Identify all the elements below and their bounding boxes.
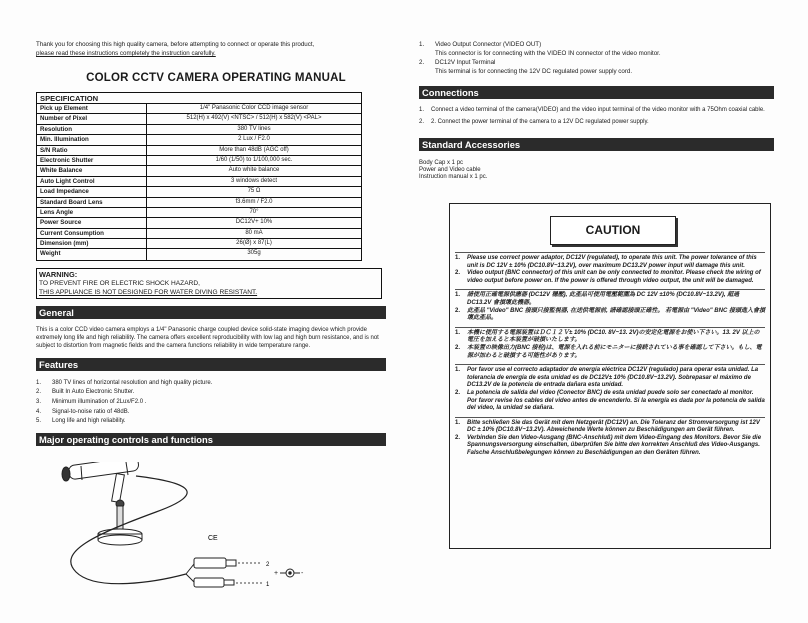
spec-key: Resolution	[37, 125, 147, 134]
spec-value: 1/4" Panasonic Color CCD image sensor	[199, 105, 309, 111]
caution-language-group	[455, 289, 765, 326]
spec-value: 1/60 (1/50) to 1/100,000 sec.	[215, 156, 293, 163]
intro-line-2: please read these instructions completely the instruction carefully.	[36, 50, 216, 57]
spec-row	[37, 156, 361, 166]
feature-number: 3.	[36, 399, 42, 406]
connections-list	[419, 106, 775, 127]
spec-value: 512(H) x 492(V) <NTSC> / 512(H) x 582(V) <PAL>	[186, 115, 322, 122]
feature-item	[36, 417, 396, 427]
caution-text: Please use correct power adaptor, DC12V (regulated), to operate this unit. The power tolerance of this unit is DC 12V ± 10% (DC10.8V~13.2V), over maximum DC13.2V power input will damage this unit.	[467, 255, 757, 269]
caution-item	[455, 330, 765, 345]
general-heading: General	[36, 306, 386, 319]
caution-number: 1.	[455, 329, 461, 336]
svg-text:+: +	[274, 570, 279, 577]
spec-row	[37, 218, 361, 228]
output-terminals-list	[419, 40, 775, 76]
spec-row	[37, 208, 361, 218]
intro-text	[36, 40, 396, 58]
power-connector	[186, 574, 234, 587]
caution-text: Verbinden Sie den Video-Ausgang (BNC-Anschluß) mit dem Video-Eingang des Monitors. Bevor Sie die Spannungsversorgung einschalten, überprüfen Sie bitte den korrekten Anschluß des Video-Ausgangs. Falsche Anschlußbelegungen können zu Beschädigungen an den Geräten führen.	[467, 434, 762, 457]
caution-body	[455, 252, 765, 462]
caution-language-group	[455, 252, 765, 289]
output-description: This terminal is for connecting the 12V DC regulated power supply cord.	[435, 68, 633, 75]
caution-item	[455, 292, 765, 307]
spec-key: Min. Illumination	[37, 135, 147, 144]
spec-row	[37, 104, 361, 114]
caution-item	[455, 420, 765, 435]
video-connector	[186, 558, 236, 574]
output-description: This connector is for connecting with the VIDEO IN connector of the video monitor.	[435, 50, 661, 57]
camera-mount	[98, 474, 142, 545]
spec-row	[37, 177, 361, 187]
spec-value: 3 windows detect	[230, 177, 278, 184]
spec-key: S/N Ratio	[37, 146, 147, 155]
caution-item	[455, 308, 765, 323]
accessories-heading: Standard Accessories	[419, 138, 774, 151]
camera-body	[62, 462, 139, 481]
spec-value: 2 Lux / F2.0	[238, 136, 270, 143]
accessory-item: Instruction manual x 1 pc.	[419, 174, 488, 180]
caution-text: 此產品 "Video" BNC 接頭只接監視器, 在送供電源前, 請確認接頭正確性。 若電源由 "Video" BNC 接頭進入會損壞此產品。	[467, 307, 765, 322]
spec-row	[37, 166, 361, 176]
feature-text: Signal-to-noise ratio of 48dB.	[52, 408, 130, 415]
connection-number: 2.	[419, 118, 425, 125]
ce-mark: CE	[208, 535, 218, 542]
spec-value: f3.6mm / F2.0	[235, 198, 273, 205]
caution-item	[455, 435, 765, 458]
spec-value: More than 48dB (AGC off)	[219, 146, 289, 153]
caution-number: 2.	[455, 344, 461, 351]
spec-key: Load Impedance	[37, 187, 147, 196]
specification-table	[36, 92, 362, 261]
spec-key: Lens Angle	[37, 208, 147, 217]
feature-text: Long life and high reliability.	[52, 418, 126, 425]
output-number: 2.	[419, 59, 425, 66]
caution-number: 2.	[455, 270, 461, 277]
feature-item	[36, 379, 396, 389]
specification-rows	[37, 104, 361, 260]
camera-diagram	[36, 462, 396, 602]
feature-number: 4.	[36, 408, 42, 415]
caution-box	[449, 203, 771, 549]
caution-text: La potencia de salida del video (Conector BNC) de esta unidad puede solo ser conectado al monitor. Por favor revise los cables del video antes de encenderlo. Si la energía es dada por la potencia de salida del video, la unidad se dañara.	[467, 389, 765, 412]
spec-key: Standard Board Lens	[37, 198, 147, 207]
output-title: DC12V Input Terminal	[435, 59, 496, 66]
spec-value: Auto white balance	[228, 167, 280, 174]
spec-row	[37, 198, 361, 208]
spec-row	[37, 125, 361, 135]
feature-number: 5.	[36, 418, 42, 425]
connection-item	[419, 118, 775, 127]
feature-text: Minimum illumination of 2Lux/F2.0 .	[52, 399, 147, 406]
spec-row	[37, 239, 361, 249]
caution-item	[455, 367, 765, 390]
spec-key: Auto Light Control	[37, 177, 147, 186]
feature-item	[36, 398, 396, 408]
output-title: Video Output Connector (VIDEO OUT)	[435, 41, 542, 48]
features-list	[36, 379, 396, 427]
connections-heading: Connections	[419, 86, 774, 99]
spec-key: Power Source	[37, 218, 147, 227]
manual-title: COLOR CCTV CAMERA OPERATING MANUAL	[86, 72, 346, 84]
spec-value: 70°	[249, 208, 259, 215]
connection-item	[419, 106, 775, 115]
spec-value: 80 mA	[245, 229, 263, 236]
caution-title: CAUTION	[550, 216, 676, 245]
caution-item	[455, 255, 765, 270]
caution-text: 本機に使用する電源装置はＤＣ１２Ｖ± 10% (DC10. 8V~13. 2V)の安定化電源をお使い下さい。13. 2V 以上の電圧を加えると本装置が破損いたします。	[467, 329, 760, 344]
warning-box	[36, 268, 382, 299]
caution-language-group	[455, 417, 765, 462]
caution-number: 2.	[455, 389, 461, 396]
spec-key: Weight	[37, 249, 147, 259]
caution-text: 本装置の映像出力(BNC 接栓)は、電源を入れる前にモニターに接続されている事を確認して下さい。もし、電源が加わると破損する可能性があります。	[467, 344, 762, 359]
spec-row	[37, 187, 361, 197]
caution-number: 2.	[455, 434, 461, 441]
caution-text: Video output (BNC connector) of this unit can be only connected to monitor. Please check the wiring of video output before power on. If the power is offered through video output, the unit will be damaged.	[467, 270, 761, 284]
feature-text: Built In Auto Electronic Shutter.	[52, 389, 135, 396]
spec-key: Current Consumption	[37, 229, 147, 238]
callout-1: 1	[266, 582, 270, 588]
svg-text:-: -	[301, 570, 304, 577]
connection-number: 1.	[419, 107, 425, 113]
feature-text: 380 TV lines of horizontal resolution and high quality picture.	[52, 379, 213, 386]
caution-item	[455, 345, 765, 360]
caution-text: Bitte schließen Sie das Gerät mit dem Netzgerät (DC12V) an. Die Toleranz der Stromversorgung ist 12V DC ± 10% (DC10.8V~13.2V). Abweichende Werte können zu Beschädigungen am Gerät führen.	[467, 419, 760, 434]
caution-number: 1.	[455, 367, 461, 374]
spec-value: 75 Ω	[247, 188, 261, 195]
spec-key: Pick up Element	[37, 104, 147, 113]
intro-line-1: Thank you for choosing this high quality camera, before attempting to connect or operate this product,	[36, 41, 315, 48]
spec-row	[37, 146, 361, 156]
spec-key: White Balance	[37, 166, 147, 175]
spec-value: 380 TV lines	[237, 125, 271, 132]
spec-row	[37, 229, 361, 239]
spec-row	[37, 249, 361, 259]
warning-line-2: THIS APPLIANCE IS NOT DESIGNED FOR WATER DIVING RESISTANT.	[39, 288, 258, 296]
feature-number: 1.	[36, 379, 42, 386]
right-column	[419, 40, 775, 181]
callout-2: 2	[266, 562, 270, 568]
spec-value: 26(Ø) x 87(L)	[236, 240, 272, 247]
camera-illustration	[36, 462, 396, 602]
caution-language-group	[455, 364, 765, 417]
spec-value: DC12V+ 10%	[235, 219, 273, 226]
dc-polarity-icon	[274, 569, 304, 577]
spec-row	[37, 114, 361, 124]
warning-line-1: TO PREVENT FIRE OR ELECTRIC SHOCK HAZARD,	[39, 279, 200, 287]
feature-item	[36, 388, 396, 398]
caution-language-group	[455, 327, 765, 364]
feature-item	[36, 408, 396, 418]
connection-text: Connect a video terminal of the camera(VIDEO) and the video input terminal of the video monitor with a 75Ohm coaxial cable.	[431, 107, 765, 113]
left-column	[36, 40, 396, 446]
caution-number: 1.	[455, 255, 461, 261]
connection-text: 2. Connect the power terminal of the camera to a 12V DC regulated power supply.	[431, 118, 649, 125]
output-item	[419, 58, 775, 67]
caution-item	[455, 270, 765, 285]
caution-text: 請使用正確電源供應器 (DC12V 穩壓), 此產品可使用電壓範圍為 DC 12V ±10% (DC10.8V~13.2V), 超過 DC13.2V 會損壞此機器。	[467, 292, 740, 306]
output-number: 1.	[419, 41, 425, 48]
controls-heading: Major operating controls and functions	[36, 433, 386, 446]
spec-key: Number of Pixel	[37, 114, 147, 123]
feature-number: 2.	[36, 389, 42, 396]
accessory-item: Body Cap x 1 pc	[419, 159, 464, 166]
spec-value: 305g	[247, 250, 261, 257]
caution-number: 2.	[455, 307, 461, 314]
accessory-item: Power and Video cable	[419, 166, 481, 173]
spec-key: Electronic Shutter	[37, 156, 147, 165]
accessories-list	[419, 160, 775, 182]
spec-key: Dimension (mm)	[37, 239, 147, 248]
caution-number: 1.	[455, 292, 461, 299]
caution-number: 1.	[455, 419, 461, 426]
spec-row	[37, 135, 361, 145]
output-item	[419, 40, 775, 49]
caution-text: Por favor use el correcto adaptador de energía eléctrica DC12V (regulado) para operar esta unidad. La tolerancia de energía de esta unidad es de DC12V± 10% (DC10.8V~13.2V). Sobrepasar el máximo de DC13.2V de la potencia de entrada dañara esta unidad.	[467, 367, 759, 389]
warning-title: WARNING:	[39, 269, 78, 279]
specification-heading: SPECIFICATION	[37, 93, 361, 104]
features-heading: Features	[36, 358, 386, 371]
caution-item	[455, 390, 765, 413]
general-text: This is a color CCD video camera employs a 1/4" Panasonic charge coupled device solid-state imaging device which provide extremely long life and high reliability. The camera offers excellent reproducibility with low lag and high burn resistance, and is not subject to distortion from magnetic fields and the camera functions reliability in wide temperature range.	[36, 326, 379, 349]
